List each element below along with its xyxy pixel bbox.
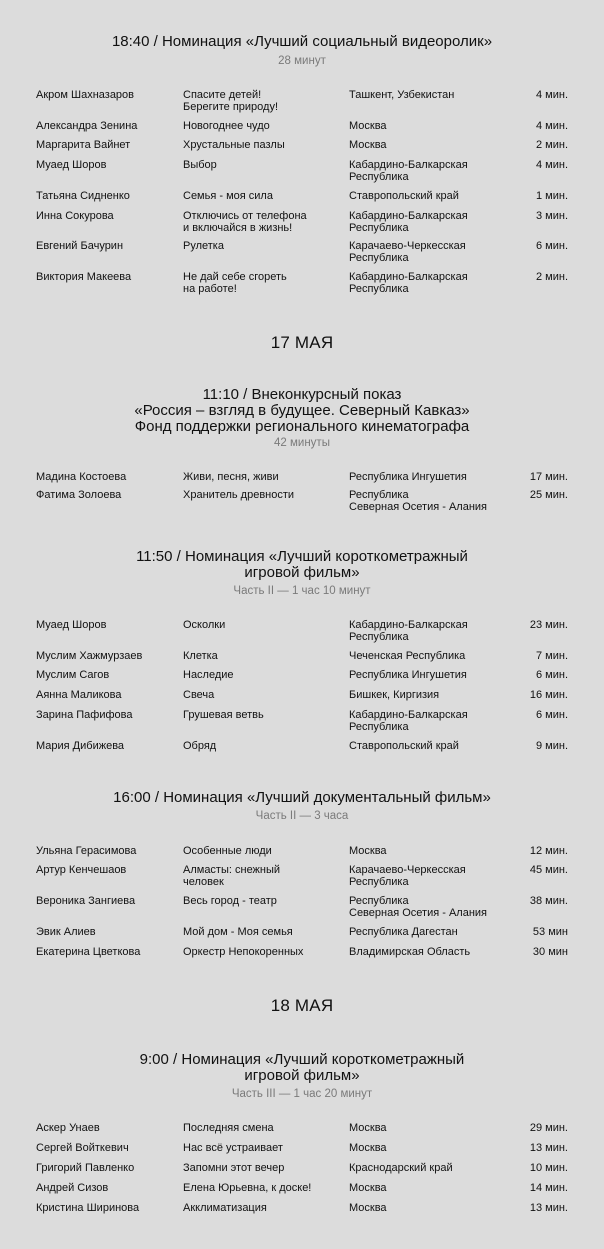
region-cell: Республика Ингушетия [349, 471, 467, 483]
region-cell: Республика Дагестан [349, 926, 458, 938]
author-cell: Виктория Макеева [36, 271, 132, 283]
region-cell: Москва [349, 1122, 387, 1134]
duration-cell: 10 мин. [529, 1162, 568, 1174]
region-cell: Владимирская Область [349, 946, 471, 958]
region-cell: Карачаево-Черкесская Республика [349, 864, 466, 888]
film-cell: Хранитель древности [183, 489, 295, 501]
region-cell: Москва [349, 1202, 387, 1214]
duration-cell: 14 мин. [529, 1182, 568, 1194]
film-cell: Рулетка [183, 240, 224, 252]
region-cell: Республика Северная Осетия - Алания [349, 489, 487, 513]
duration-cell: 29 мин. [529, 1122, 568, 1134]
duration-cell: 45 мин. [529, 864, 568, 876]
duration-cell: 3 мин. [535, 210, 568, 222]
film-cell: Алмасты: снежный человек [183, 864, 281, 888]
film-cell: Особенные люди [183, 845, 272, 857]
film-cell: Обряд [183, 740, 217, 752]
session-title [0, 34, 604, 50]
region-cell: Республика Северная Осетия - Алания [349, 895, 487, 919]
region-cell: Краснодарский край [349, 1162, 453, 1174]
film-cell: Запомни этот вечер [183, 1162, 285, 1174]
film-cell: Свеча [183, 689, 215, 701]
duration-cell: 25 мин. [529, 489, 568, 501]
duration-cell: 53 мин [532, 926, 568, 938]
duration-cell: 1 мин. [535, 190, 568, 202]
duration-cell: 38 мин. [529, 895, 568, 907]
film-cell: Оркестр Непокоренных [183, 946, 304, 958]
film-cell: Клетка [183, 650, 218, 662]
region-cell: Москва [349, 1182, 387, 1194]
region-cell: Республика Ингушетия [349, 669, 467, 681]
region-cell: Москва [349, 845, 387, 857]
session-title-line: 11:10 / Внеконкурсный показ [202, 386, 402, 403]
author-cell: Акром Шахназаров [36, 89, 135, 101]
region-cell: Кабардино-Балкарская Республика [349, 159, 468, 183]
author-cell: Александра Зенина [36, 120, 138, 132]
author-cell: Артур Кенчешаов [36, 864, 127, 876]
author-cell: Ульяна Герасимова [36, 845, 137, 857]
film-cell: Елена Юрьевна, к доске! [183, 1182, 312, 1194]
author-cell: Фатима Золоева [36, 489, 122, 501]
author-cell: Муаед Шоров [36, 159, 107, 171]
day-heading: 17 МАЯ [270, 333, 334, 352]
session-title-line: 11:50 / Номинация «Лучший короткометражный [136, 548, 468, 565]
film-cell: Отключись от телефона и включайся в жизнь! [183, 210, 307, 234]
duration-cell: 4 мин. [535, 159, 568, 171]
film-cell: Новогоднее чудо [183, 120, 270, 132]
region-cell: Ставропольский край [349, 740, 459, 752]
author-cell: Аянна Маликова [36, 689, 122, 701]
author-cell: Вероника Зангиева [36, 895, 136, 907]
author-cell: Муслим Хажмурзаев [36, 650, 143, 662]
session-title-line: Фонд поддержки регионального кинематографа [134, 418, 470, 435]
session-title [0, 790, 604, 806]
author-cell: Сергей Войткевич [36, 1142, 129, 1154]
author-cell: Кристина Ширинова [36, 1202, 140, 1214]
film-cell: Семья - моя сила [183, 190, 273, 202]
film-cell: Грушевая ветвь [183, 709, 264, 721]
film-cell: Наследие [183, 669, 234, 681]
film-cell: Живи, песня, живи [183, 471, 279, 483]
region-cell: Ставропольский край [349, 190, 459, 202]
duration-cell: 12 мин. [529, 845, 568, 857]
author-cell: Мадина Костоева [36, 471, 127, 483]
author-cell: Муслим Сагов [36, 669, 110, 681]
author-cell: Екатерина Цветкова [36, 946, 141, 958]
author-cell: Григорий Павленко [36, 1162, 135, 1174]
duration-cell: 6 мин. [535, 669, 568, 681]
duration-cell: 13 мин. [529, 1202, 568, 1214]
author-cell: Аскер Унаев [36, 1122, 100, 1134]
duration-cell: 7 мин. [535, 650, 568, 662]
duration-cell: 6 мин. [535, 709, 568, 721]
author-cell: Мария Дибижева [36, 740, 125, 752]
duration-cell: 2 мин. [535, 139, 568, 151]
duration-cell: 4 мин. [535, 89, 568, 101]
session-title-line: игровой фильм» [244, 1067, 360, 1084]
session-duration: Часть III — 1 час 20 минут [231, 1088, 373, 1100]
region-cell: Москва [349, 120, 387, 132]
region-cell: Кабардино-Балкарская Республика [349, 709, 468, 733]
day-heading: 18 МАЯ [270, 996, 334, 1015]
region-cell: Кабардино-Балкарская Республика [349, 210, 468, 234]
author-cell: Муаед Шоров [36, 619, 107, 631]
session-duration: 28 минут [278, 55, 326, 67]
session-title-line: 18:40 / Номинация «Лучший социальный видеоролик» [111, 33, 493, 50]
session-duration: Часть II — 1 час 10 минут [233, 585, 371, 597]
region-cell: Кабардино-Балкарская Республика [349, 271, 468, 295]
duration-cell: 16 мин. [529, 689, 568, 701]
film-cell: Не дай себе сгореть на работе! [183, 271, 287, 295]
author-cell: Эвик Алиев [36, 926, 96, 938]
region-cell: Москва [349, 139, 387, 151]
session-title-line: игровой фильм» [244, 564, 360, 581]
duration-cell: 23 мин. [529, 619, 568, 631]
session-title-line: 16:00 / Номинация «Лучший документальный фильм» [113, 789, 491, 806]
session-title [0, 1052, 604, 1084]
session-title-line: «Россия – взгляд в будущее. Северный Кавказ» [134, 402, 470, 419]
duration-cell: 17 мин. [529, 471, 568, 483]
film-cell: Нас всё устраивает [183, 1142, 283, 1154]
session-duration: 42 минуты [274, 437, 330, 449]
duration-cell: 30 мин [532, 946, 568, 958]
film-cell: Спасите детей! Берегите природу! [183, 89, 279, 113]
session-title [0, 387, 604, 435]
film-cell: Последняя смена [183, 1122, 274, 1134]
film-cell: Мой дом - Моя семья [183, 926, 293, 938]
region-cell: Карачаево-Черкесская Республика [349, 240, 466, 264]
session-duration: Часть II — 3 часа [255, 810, 349, 822]
author-cell: Инна Сокурова [36, 210, 114, 222]
author-cell: Евгений Бачурин [36, 240, 124, 252]
session-title [0, 549, 604, 581]
film-cell: Выбор [183, 159, 217, 171]
region-cell: Чеченская Республика [349, 650, 466, 662]
duration-cell: 9 мин. [535, 740, 568, 752]
author-cell: Маргарита Вайнет [36, 139, 131, 151]
film-cell: Осколки [183, 619, 226, 631]
region-cell: Москва [349, 1142, 387, 1154]
duration-cell: 13 мин. [529, 1142, 568, 1154]
author-cell: Андрей Сизов [36, 1182, 109, 1194]
film-cell: Хрустальные пазлы [183, 139, 285, 151]
film-cell: Акклиматизация [183, 1202, 267, 1214]
region-cell: Бишкек, Киргизия [349, 689, 440, 701]
film-cell: Весь город - театр [183, 895, 277, 907]
session-title-line: 9:00 / Номинация «Лучший короткометражный [139, 1051, 465, 1068]
author-cell: Татьяна Сидненко [36, 190, 130, 202]
region-cell: Ташкент, Узбекистан [349, 89, 455, 101]
duration-cell: 2 мин. [535, 271, 568, 283]
author-cell: Зарина Пафифова [36, 709, 133, 721]
duration-cell: 6 мин. [535, 240, 568, 252]
duration-cell: 4 мин. [535, 120, 568, 132]
region-cell: Кабардино-Балкарская Республика [349, 619, 468, 643]
